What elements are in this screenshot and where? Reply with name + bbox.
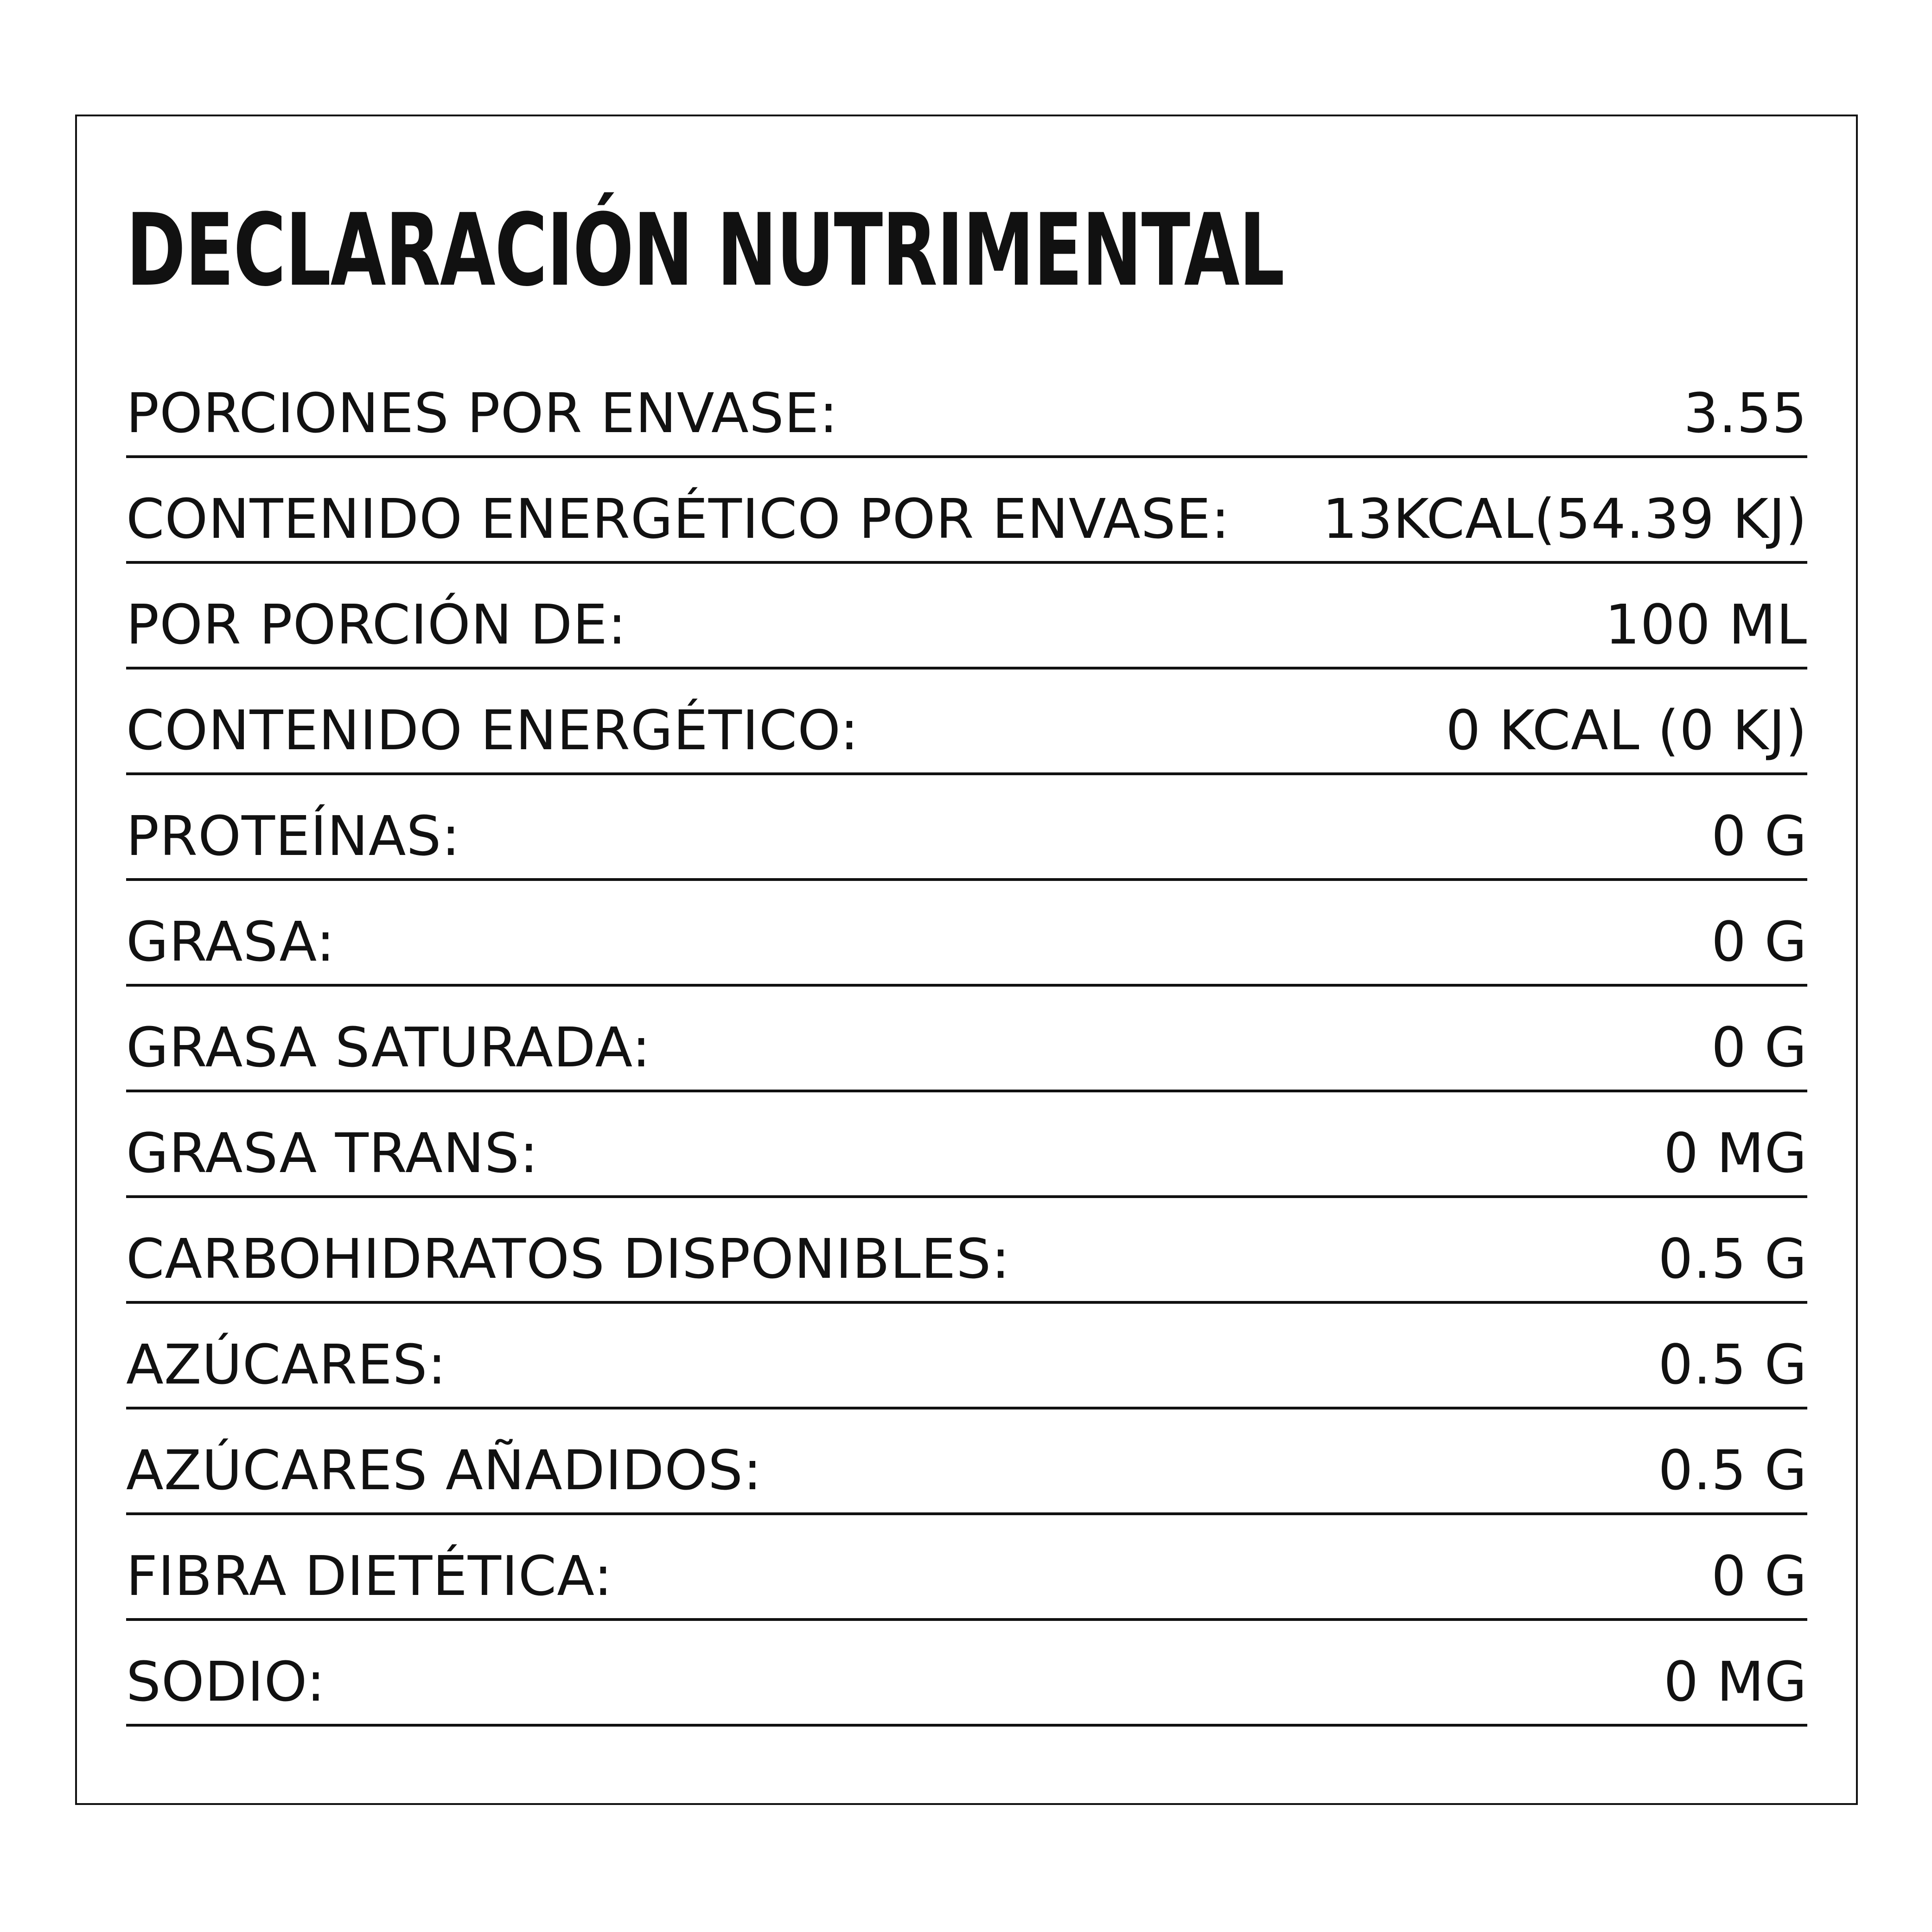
row-label: GRASA: — [126, 910, 335, 974]
row-label: PROTEÍNAS: — [126, 804, 461, 868]
nutrition-table — [126, 352, 1807, 1727]
row-value: 3.55 — [1683, 381, 1807, 445]
table-row — [126, 458, 1807, 564]
row-label: CONTENIDO ENERGÉTICO: — [126, 698, 859, 762]
row-value: 0 G — [1711, 804, 1807, 868]
row-value: 0 MG — [1664, 1121, 1807, 1185]
table-row — [126, 670, 1807, 775]
row-label: CARBOHIDRATOS DISPONIBLES: — [126, 1227, 1010, 1291]
row-value: 0 KCAL (0 KJ) — [1446, 698, 1807, 762]
row-label: FIBRA DIETÉTICA: — [126, 1544, 613, 1608]
row-value: 0.5 G — [1658, 1333, 1807, 1396]
row-label: GRASA TRANS: — [126, 1121, 539, 1185]
table-row — [126, 1198, 1807, 1304]
row-value: 0.5 G — [1658, 1227, 1807, 1291]
table-row — [126, 987, 1807, 1092]
row-value: 0 G — [1711, 910, 1807, 974]
table-row — [126, 1092, 1807, 1198]
row-value: 0 G — [1711, 1544, 1807, 1608]
row-value: 0 G — [1711, 1015, 1807, 1079]
row-label: SODIO: — [126, 1650, 326, 1714]
row-label: POR PORCIÓN DE: — [126, 593, 627, 657]
row-label: GRASA SATURADA: — [126, 1015, 651, 1079]
table-row — [126, 1304, 1807, 1409]
page-title: DECLARACIÓN NUTRIMENTAL — [126, 192, 1284, 308]
table-row — [126, 881, 1807, 987]
row-value: 13KCAL(54.39 KJ) — [1322, 487, 1807, 551]
table-row — [126, 352, 1807, 458]
row-label: AZÚCARES AÑADIDOS: — [126, 1438, 762, 1502]
table-row — [126, 1515, 1807, 1621]
row-label: AZÚCARES: — [126, 1333, 447, 1396]
table-row — [126, 564, 1807, 670]
row-label: CONTENIDO ENERGÉTICO POR ENVASE: — [126, 487, 1230, 551]
table-row — [126, 1621, 1807, 1727]
row-label: PORCIONES POR ENVASE: — [126, 381, 838, 445]
table-row — [126, 775, 1807, 881]
row-value: 0.5 G — [1658, 1438, 1807, 1502]
row-value: 100 ML — [1605, 593, 1807, 657]
row-value: 0 MG — [1664, 1650, 1807, 1714]
table-row — [126, 1409, 1807, 1515]
